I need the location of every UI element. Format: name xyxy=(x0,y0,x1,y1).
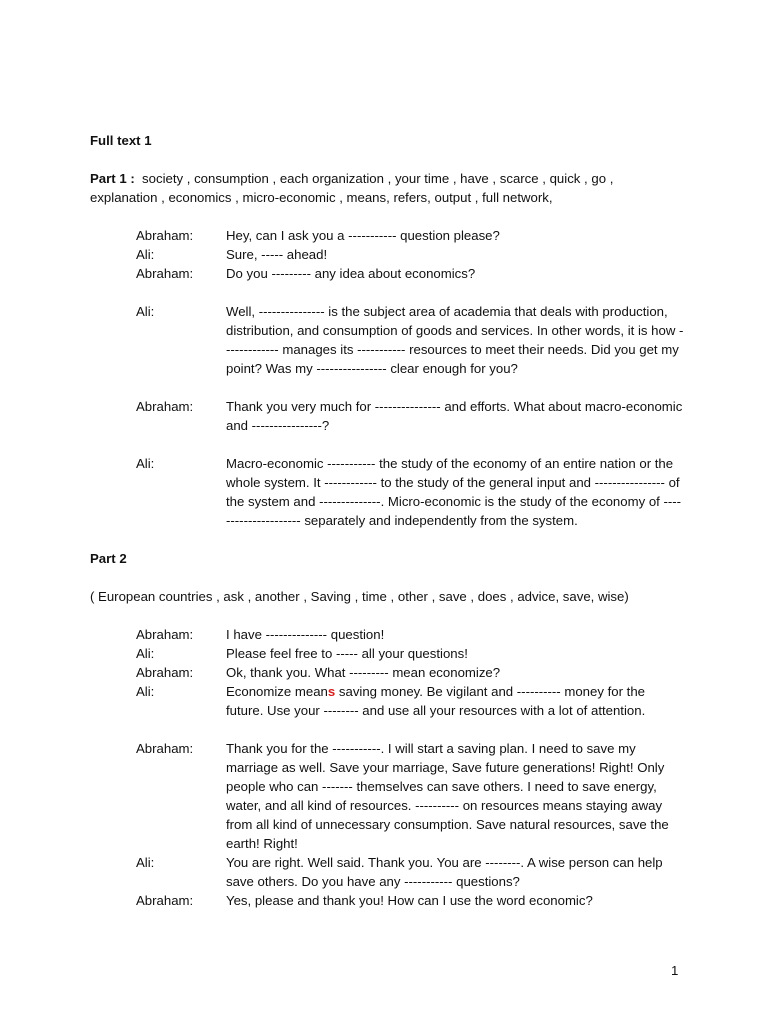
part2-label: Part 2 xyxy=(90,551,127,566)
document-title: Full text 1 xyxy=(90,133,152,148)
speaker-name: Ali: xyxy=(136,684,155,699)
speaker-name: Abraham: xyxy=(136,266,194,281)
speaker-name: Abraham: xyxy=(136,893,194,908)
dialogue-line xyxy=(90,663,690,682)
speaker-name: Ali: xyxy=(136,855,155,870)
speaker-name: Abraham: xyxy=(136,741,194,756)
part1-word-bank-line1 xyxy=(90,169,690,188)
dialogue-line xyxy=(90,454,690,530)
part1-word-bank-line2: explanation , economics , micro-economic , means, refers, output , full network, xyxy=(90,190,553,205)
dialogue-line xyxy=(90,891,690,910)
highlighted-letter: s xyxy=(327,684,336,699)
utterance-text: Well, --------------- is the subject area of academia that deals with production, distribution, and consumption of goods and services. In other words, it is how ------------- manages its ----------- resources to meet their needs. Did you get my point? Was my ---------------- clear enough for you? xyxy=(226,304,684,376)
speaker-name: Ali: xyxy=(136,304,155,319)
dialogue-line xyxy=(90,853,690,891)
speaker-name: Ali: xyxy=(136,646,155,661)
dialogue-line xyxy=(90,302,690,378)
utterance-text: Thank you very much for --------------- and efforts. What about macro-economic and ----------------? xyxy=(226,399,683,433)
utterance-text: You are right. Well said. Thank you. You are --------. A wise person can help save others. Do you have any ----------- questions? xyxy=(226,855,663,889)
utterance-text: Please feel free to ----- all your questions! xyxy=(226,646,468,661)
dialogue-line xyxy=(90,682,690,720)
utterance-text: Do you --------- any idea about economics? xyxy=(226,266,476,281)
dialogue-line xyxy=(90,397,690,435)
part1-word-bank-text1: society , consumption , each organization , your time , have , scarce , quick , go , xyxy=(142,171,614,186)
utterance-text: Hey, can I ask you a ----------- question please? xyxy=(226,228,500,243)
dialogue-line xyxy=(90,264,690,283)
dialogue-line xyxy=(90,625,690,644)
speaker-name: Abraham: xyxy=(136,627,194,642)
utterance-text xyxy=(226,682,684,720)
utterance-text-start: Economize mean xyxy=(226,684,328,699)
utterance-text: Macro-economic ----------- the study of the economy of an entire nation or the whole system. It ------------ to the study of the general input and ---------------- of the system and --------------. Micro-economic is the study of the economy of --------------------- separately and independently from the system. xyxy=(226,456,682,528)
utterance-text: Sure, ----- ahead! xyxy=(226,247,328,262)
speaker-name: Ali: xyxy=(136,247,155,262)
utterance-text: Yes, please and thank you! How can I use the word economic? xyxy=(226,893,593,908)
speaker-name: Ali: xyxy=(136,456,155,471)
dialogue-line xyxy=(90,226,690,245)
page-number: 1 xyxy=(671,963,679,978)
dialogue-line xyxy=(90,245,690,264)
speaker-name: Abraham: xyxy=(136,665,194,680)
dialogue-line xyxy=(90,739,690,853)
dialogue-line xyxy=(90,644,690,663)
utterance-text: Ok, thank you. What --------- mean economize? xyxy=(226,665,501,680)
part2-word-bank: ( European countries , ask , another , Saving , time , other , save , does , advice, save, wise) xyxy=(90,589,629,604)
part1-label: Part 1 : xyxy=(90,171,135,186)
utterance-text: Thank you for the -----------. I will start a saving plan. I need to save my marriage as well. Save your marriage, Save future generations! Right! Only people who can ------- themselves can save others. I need to save energy, water, and all kind of resources. ---------- on resources means staying away from all kind of unnecessary consumption. Save natural resources, save the earth! Right! xyxy=(226,741,669,851)
speaker-name: Abraham: xyxy=(136,399,194,414)
utterance-text: I have -------------- question! xyxy=(226,627,385,642)
utterance-text-rest: saving money. Be vigilant and ---------- money for the future. Use your -------- and use all your resources with a lot of attention. xyxy=(226,684,646,718)
document-body xyxy=(90,131,690,910)
speaker-name: Abraham: xyxy=(136,228,194,243)
